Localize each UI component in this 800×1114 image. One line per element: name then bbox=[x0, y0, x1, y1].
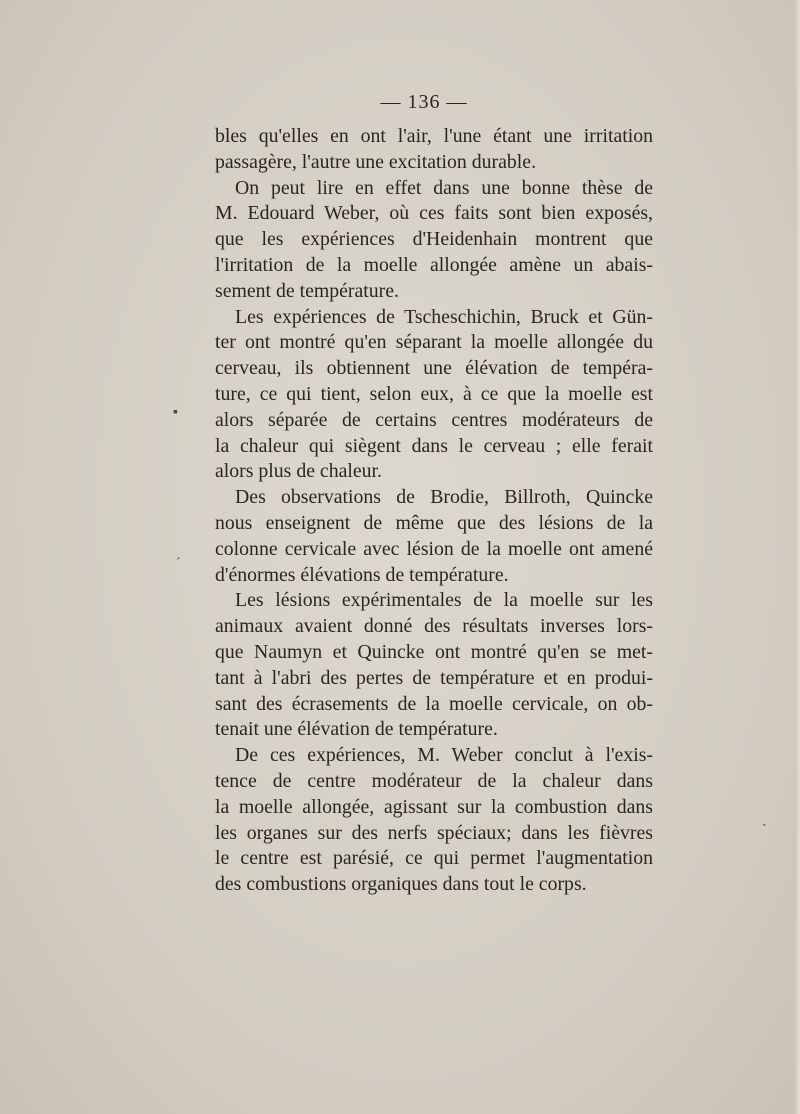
text-line: animaux avaient donné des résultats inverses lors- bbox=[215, 615, 653, 638]
text-line: l'irritation de la moelle allongée amène un abais- bbox=[215, 253, 653, 276]
text-line: les organes sur des nerfs spéciaux; dans les fièvres bbox=[215, 821, 653, 844]
text-line: Des observations de Brodie, Billroth, Quincke bbox=[235, 486, 653, 509]
text-line: sement de température. bbox=[215, 279, 399, 302]
ink-speck: ˊ bbox=[176, 556, 181, 571]
text-line: De ces expériences, M. Weber conclut à l'exis- bbox=[235, 744, 653, 767]
text-line: tenait une élévation de température. bbox=[215, 718, 498, 741]
text-line: des combustions organiques dans tout le corps. bbox=[215, 873, 587, 896]
text-line: sant des écrasements de la moelle cervicale, on ob- bbox=[215, 692, 653, 715]
text-line: bles qu'elles en ont l'air, l'une étant une irritation bbox=[215, 125, 653, 147]
text-line: Les lésions expérimentales de la moelle sur les bbox=[235, 589, 653, 612]
text-line: la moelle allongée, agissant sur la combustion dans bbox=[215, 795, 653, 818]
text-line: que les expériences d'Heidenhain montrent que bbox=[215, 228, 653, 251]
text-line: ter ont montré qu'en séparant la moelle allongée du bbox=[215, 331, 653, 354]
text-line: la chaleur qui siègent dans le cerveau ; elle ferait bbox=[215, 434, 653, 457]
text-line: On peut lire en effet dans une bonne thèse de bbox=[235, 176, 653, 199]
text-line: le centre est parésié, ce qui permet l'augmentation bbox=[215, 847, 653, 870]
text-line: M. Edouard Weber, où ces faits sont bien exposés, bbox=[215, 202, 653, 225]
text-line: tence de centre modérateur de la chaleur dans bbox=[215, 769, 653, 792]
text-line: passagère, l'autre une excitation durable. bbox=[215, 150, 537, 173]
text-line: cerveau, ils obtiennent une élévation de tempéra- bbox=[215, 357, 653, 380]
text-line: colonne cervicale avec lésion de la moelle ont amené bbox=[215, 537, 653, 560]
text-line: alors séparée de certains centres modérateurs de bbox=[215, 408, 653, 431]
text-line: tant à l'abri des pertes de température et en produi- bbox=[215, 666, 653, 689]
text-line: d'énormes élévations de température. bbox=[215, 563, 509, 586]
text-line: nous enseignent de même que des lésions de la bbox=[215, 511, 653, 534]
text-line: Les expériences de Tscheschichin, Bruck et Gün- bbox=[235, 305, 653, 328]
text-line: ture, ce qui tient, selon eux, à ce que la moelle est bbox=[215, 382, 653, 405]
text-line: que Naumyn et Quincke ont montré qu'en se met- bbox=[215, 640, 653, 663]
page-number: — 136 — bbox=[380, 91, 468, 113]
ink-speck: ▪ bbox=[173, 405, 178, 420]
body-text bbox=[215, 124, 653, 898]
page-edge bbox=[794, 0, 800, 1114]
text-line: alors plus de chaleur. bbox=[215, 460, 382, 483]
ink-speck: ˎ bbox=[762, 812, 767, 827]
